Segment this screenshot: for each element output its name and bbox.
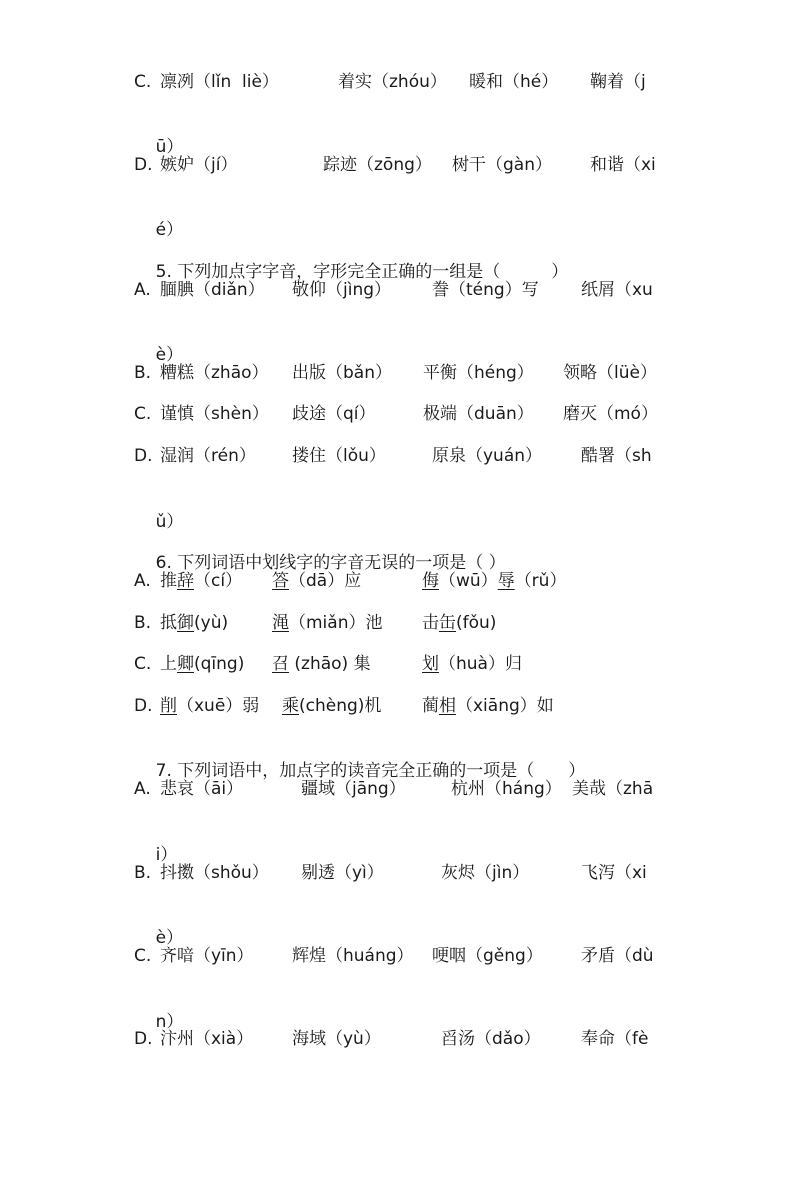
q5-option-d[interactable] — [134, 444, 652, 468]
option-word-4: 和谐（xi — [590, 155, 656, 175]
q7-option-b[interactable] — [134, 861, 647, 885]
option-word-4: 美哉（zhā — [572, 779, 654, 799]
option-label: C. — [134, 946, 152, 966]
q5-option-a-wrap — [134, 319, 184, 365]
option-word-1: 抵御(yù) — [160, 613, 229, 633]
option-word-1: 嫉妒（jí） — [160, 155, 238, 175]
option-word-1: 腼腆（diǎn） — [160, 280, 265, 300]
option-word-4: 领略（lüè） — [563, 363, 657, 383]
q7-option-c-wrap — [134, 986, 184, 1032]
q4-option-d[interactable] — [134, 153, 656, 177]
option-word-1: 推辞（cí） — [160, 571, 243, 591]
option-word-2: 搂住（lǒu） — [292, 446, 386, 466]
option-label: D. — [134, 696, 153, 716]
option-label: A. — [134, 571, 151, 591]
q5-option-a[interactable] — [134, 278, 653, 302]
wrapped-text: è） — [155, 928, 184, 948]
wrapped-text: è） — [155, 345, 184, 365]
option-word-2: 答（dā）应 — [272, 571, 362, 591]
q4-option-c[interactable] — [134, 70, 646, 94]
option-label: B. — [134, 863, 152, 883]
option-word-3: 击缶(fǒu) — [422, 613, 497, 633]
option-label: D. — [134, 155, 153, 175]
option-word-3: 舀汤（dǎo） — [441, 1029, 541, 1049]
option-label: C. — [134, 72, 152, 92]
option-word-3: 哽咽（gěng） — [432, 946, 543, 966]
wrapped-text: n） — [155, 1012, 184, 1032]
option-word-1: 糟糕（zhāo） — [160, 363, 269, 383]
option-word-4: 鞠着（j — [590, 72, 646, 92]
option-word-4: 磨灭（mó） — [563, 404, 658, 424]
q4-option-c-wrap — [134, 111, 184, 157]
option-word-2: 乘(chèng)机 — [282, 696, 382, 716]
option-label: C. — [134, 404, 152, 424]
option-word-2: 踪迹（zōng） — [323, 155, 432, 175]
question-text: 5. 下列加点字字音，字形完全正确的一组是（ ） — [155, 262, 569, 282]
option-word-1: 谨慎（shèn） — [160, 404, 269, 424]
option-word-2: 海域（yù） — [292, 1029, 381, 1049]
option-word-4: 飞泻（xi — [581, 863, 647, 883]
q7-option-a-wrap — [134, 819, 178, 865]
q6-option-b[interactable] — [134, 611, 497, 635]
wrapped-text: ū） — [155, 137, 184, 157]
question-text: 7. 下列词语中，加点字的读音完全正确的一项是（ ） — [155, 761, 586, 781]
q4-option-d-wrap — [134, 194, 184, 240]
option-label: B. — [134, 363, 152, 383]
q7-option-a[interactable] — [134, 777, 654, 801]
q5-option-c[interactable] — [134, 402, 658, 426]
option-word-3: 原泉（yuán） — [432, 446, 543, 466]
question-text: 6. 下列词语中划线字的字音无误的一项是（ ） — [155, 553, 506, 573]
option-word-1: 悲哀（āi） — [160, 779, 244, 799]
option-label: A. — [134, 779, 151, 799]
q7-option-d[interactable] — [134, 1027, 649, 1051]
q6-stem — [134, 527, 506, 573]
q5-option-b[interactable] — [134, 361, 657, 385]
option-word-3: 灰烬（jìn） — [441, 863, 530, 883]
q7-stem — [134, 735, 586, 781]
q7-option-c[interactable] — [134, 944, 654, 968]
option-word-2: 着实（zhóu） — [338, 72, 447, 92]
wrapped-text: é） — [155, 220, 184, 240]
option-word-3: 极端（duān） — [423, 404, 534, 424]
option-word-1: 凛冽（lǐn liè） — [160, 72, 279, 92]
option-label: A. — [134, 280, 151, 300]
q5-option-d-wrap — [134, 486, 184, 532]
q6-option-c[interactable] — [134, 652, 522, 676]
option-word-3: 暖和（hé） — [469, 72, 559, 92]
option-word-1: 汴州（xià） — [160, 1029, 254, 1049]
option-word-4: 矛盾（dù — [581, 946, 654, 966]
option-word-3: 蔺相（xiāng）如 — [422, 696, 554, 716]
option-word-1: 齐喑（yīn） — [160, 946, 254, 966]
option-word-3: 树干（gàn） — [452, 155, 552, 175]
option-word-1: 削（xuē）弱 — [160, 696, 260, 716]
q6-option-d[interactable] — [134, 694, 554, 718]
option-word-4: 纸屑（xu — [581, 280, 653, 300]
option-word-3: 誊（téng）写 — [432, 280, 539, 300]
q6-option-a[interactable] — [134, 569, 567, 593]
wrapped-text: i） — [155, 845, 178, 865]
option-label: B. — [134, 613, 152, 633]
option-word-2: 敬仰（jìng） — [292, 280, 392, 300]
option-word-2: 疆域（jāng） — [301, 779, 406, 799]
option-word-2: 剔透（yì） — [301, 863, 384, 883]
option-word-2: 辉煌（huáng） — [292, 946, 414, 966]
option-label: C. — [134, 654, 152, 674]
wrapped-text: ǔ） — [155, 512, 184, 532]
option-label: D. — [134, 1029, 153, 1049]
option-word-3: 侮（wū）辱（rǔ） — [422, 571, 567, 591]
option-word-3: 平衡（héng） — [423, 363, 534, 383]
option-word-3: 杭州（háng） — [451, 779, 562, 799]
option-label: D. — [134, 446, 153, 466]
option-word-1: 抖擞（shǒu） — [160, 863, 269, 883]
option-word-3: 划（huà）归 — [422, 654, 522, 674]
option-word-1: 上卿(qīng) — [160, 654, 245, 674]
option-word-4: 奉命（fè — [581, 1029, 649, 1049]
option-word-2: 歧途（qí） — [292, 404, 376, 424]
option-word-2: 召 (zhāo) 集 — [272, 654, 371, 674]
q7-option-b-wrap — [134, 902, 184, 948]
option-word-1: 湿润（rén） — [160, 446, 256, 466]
option-word-2: 出版（bǎn） — [292, 363, 392, 383]
option-word-4: 酷署（sh — [581, 446, 652, 466]
q5-stem — [134, 236, 569, 282]
option-word-2: 渑（miǎn）池 — [272, 613, 383, 633]
